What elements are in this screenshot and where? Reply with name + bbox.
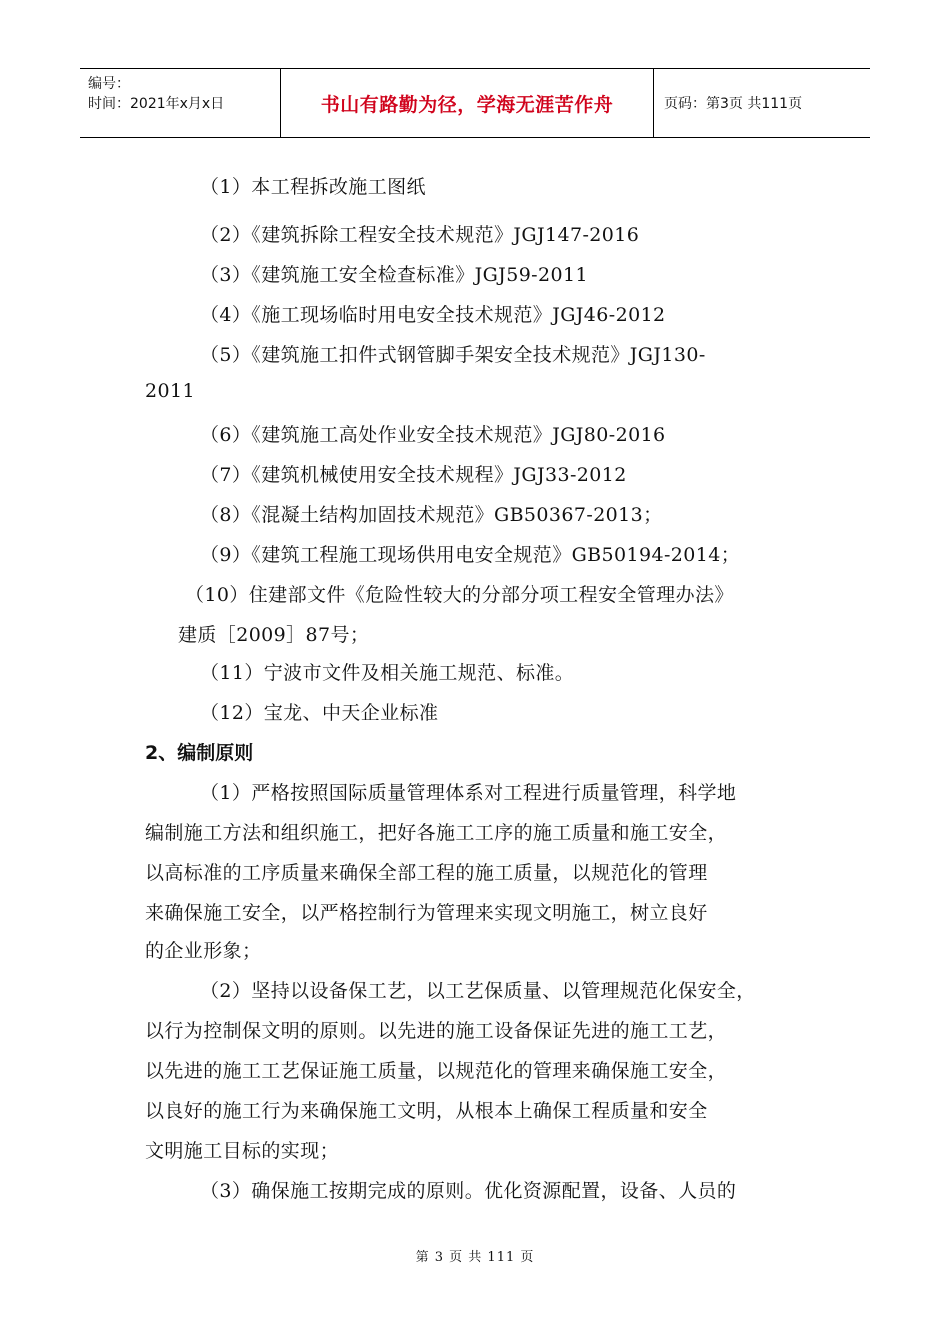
- reference-item-9: （9）《建筑工程施工现场供用电安全规范》GB50194-2014；: [200, 544, 741, 566]
- principle-line: 编制施工方法和组织施工，把好各施工工序的施工质量和施工安全，: [145, 822, 728, 844]
- reference-item-4: （4）《施工现场临时用电安全技术规范》JGJ46-2012: [200, 304, 666, 326]
- principle-line: 文明施工目标的实现；: [145, 1140, 340, 1162]
- principle-line: 以先进的施工工艺保证施工质量，以规范化的管理来确保施工安全，: [145, 1060, 728, 1082]
- principle-line: （1）严格按照国际质量管理体系对工程进行质量管理，科学地: [200, 782, 737, 804]
- reference-item-1: （1）本工程拆改施工图纸: [200, 176, 426, 198]
- principle-line: （2）坚持以设备保工艺，以工艺保质量、以管理规范化保安全，: [200, 980, 756, 1002]
- reference-item-12: （12）宝龙、中天企业标准: [200, 702, 439, 724]
- reference-item-3: （3）《建筑施工安全检查标准》JGJ59-2011: [200, 264, 588, 286]
- reference-item-10-cont: 建质［2009］87号；: [178, 624, 370, 646]
- header-meta: [80, 69, 281, 137]
- reference-item-7: （7）《建筑机械使用安全技术规程》JGJ33-2012: [200, 464, 627, 486]
- reference-item-6: （6）《建筑施工高处作业安全技术规范》JGJ80-2016: [200, 424, 666, 446]
- principle-line: 的企业形象；: [145, 940, 262, 962]
- reference-item-11: （11）宁波市文件及相关施工规范、标准。: [200, 662, 575, 684]
- reference-item-5: （5）《建筑施工扣件式钢管脚手架安全技术规范》JGJ130-: [200, 344, 706, 366]
- principle-line: 来确保施工安全，以严格控制行为管理来实现文明施工，树立良好: [145, 902, 708, 924]
- principle-line: 以良好的施工行为来确保施工文明，从根本上确保工程质量和安全: [145, 1100, 708, 1122]
- page-footer: 第 3 页 共 111 页: [415, 1250, 535, 1265]
- header-motto: 书山有路勤为径，学海无涯苦作舟: [281, 69, 654, 137]
- principle-line: （3）确保施工按期完成的原则。优化资源配置，设备、人员的: [200, 1180, 737, 1202]
- reference-item-10: （10）住建部文件《危险性较大的分部分项工程安全管理办法》: [185, 584, 734, 606]
- reference-item-2: （2）《建筑拆除工程安全技术规范》JGJ147-2016: [200, 224, 640, 246]
- principle-line: 以行为控制保文明的原则。以先进的施工设备保证先进的施工工艺，: [145, 1020, 728, 1042]
- principle-line: 以高标准的工序质量来确保全部工程的施工质量，以规范化的管理: [145, 862, 708, 884]
- page-header: [80, 68, 870, 138]
- reference-item-5-cont: 2011: [145, 380, 195, 402]
- time-label: 时间：2021年x月x日: [88, 96, 225, 112]
- reference-item-8: （8）《混凝土结构加固技术规范》GB50367-2013；: [200, 504, 663, 526]
- section-heading: 2、编制原则: [145, 742, 254, 764]
- header-page-info: 页码：第3页 共111页: [664, 96, 803, 112]
- number-label: 编号：: [88, 76, 130, 92]
